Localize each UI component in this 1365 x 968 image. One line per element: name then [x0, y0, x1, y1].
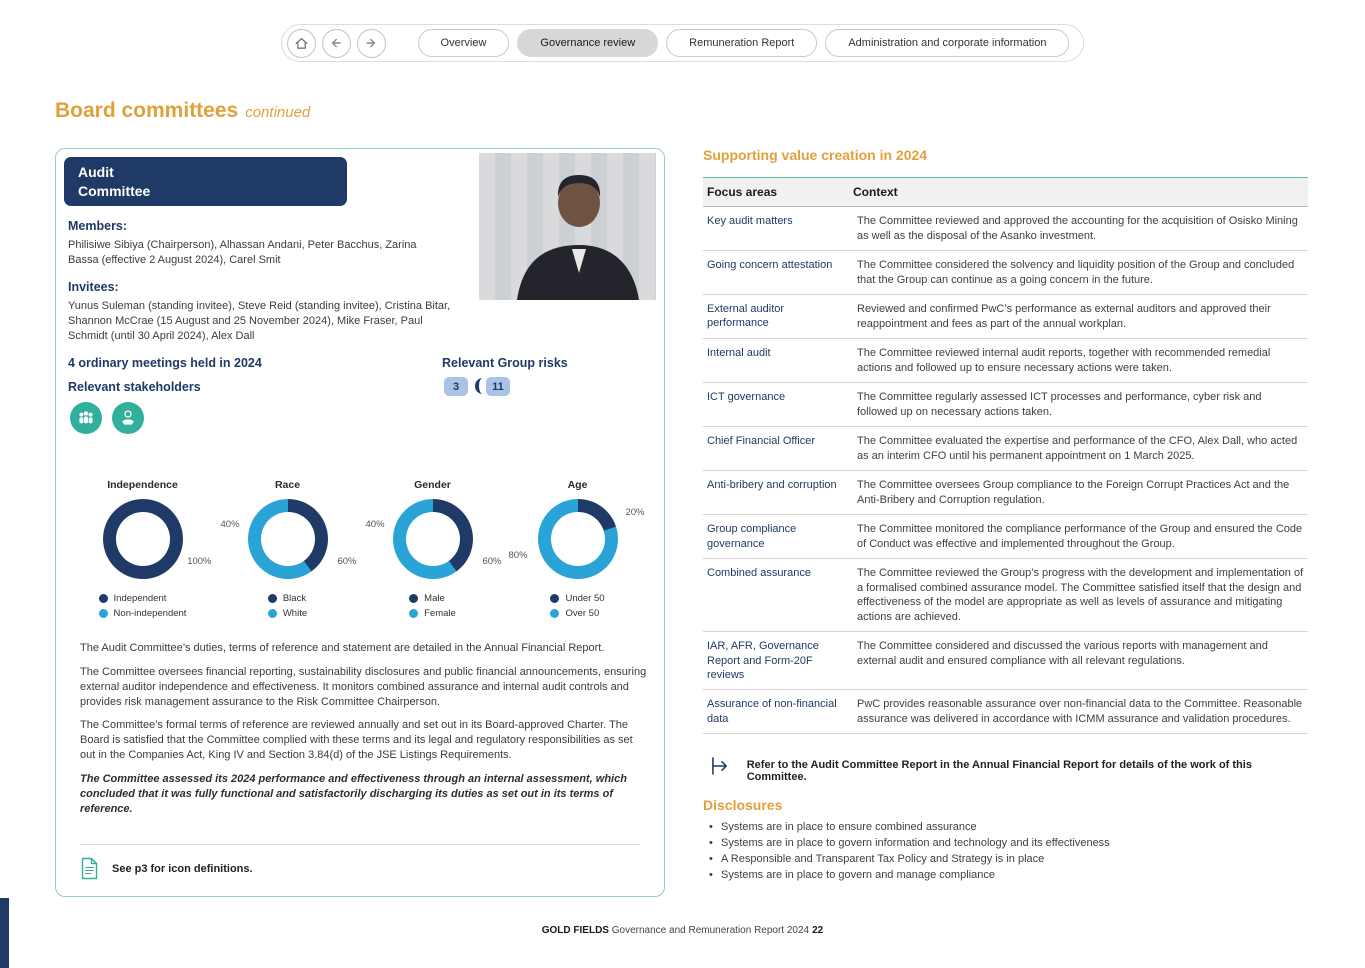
legend-dot	[550, 609, 559, 618]
table-row	[703, 515, 1308, 559]
donut-ring	[538, 499, 618, 579]
home-icon	[294, 36, 309, 51]
legend-label: White	[282, 608, 308, 619]
focus-area: Group compliance governance	[707, 523, 797, 550]
legend-dot	[99, 609, 108, 618]
committee-chairperson-photo	[479, 153, 656, 300]
value-label: 60%	[482, 556, 502, 567]
focus-area: External auditor performance	[707, 303, 785, 330]
members-list: Philisiwe Sibiya (Chairperson), Alhassan Andani, Peter Bacchus, Zarina Bassa (effective 2 August 2024), Carel Smit	[68, 239, 417, 267]
chart-title: Race	[274, 479, 301, 491]
table-row	[703, 207, 1308, 251]
committee-assessment-note: The Committee assessed its 2024 performance and effectiveness through an internal assessment, which concluded that it was fully functional and satisfactorily discharging its duties as set out in its terms of reference.	[80, 772, 627, 815]
context-text: The Committee reviewed and approved the accounting for the acquisition of Osisko Mining as well as the disposal of the Asanko investment.	[857, 215, 1298, 242]
age-donut-chart	[507, 479, 648, 623]
committee-name-line2: Committee	[78, 182, 151, 199]
refer-note	[703, 754, 1308, 783]
donut-ring	[248, 499, 328, 579]
legend-label: Male	[424, 593, 445, 604]
community-stakeholders-icon	[70, 402, 102, 434]
legend-label: Female	[424, 608, 456, 619]
legend-dot	[550, 594, 559, 603]
table-row	[703, 251, 1308, 295]
donut-ring	[393, 499, 473, 579]
chart-title: Gender	[414, 479, 451, 491]
focus-area: Key audit matters	[707, 215, 793, 227]
risk-badges	[444, 377, 510, 396]
committee-description	[80, 641, 648, 825]
chart-legend	[99, 593, 187, 619]
committee-paragraph: The Audit Committee’s duties, terms of reference and statement are detailed in the Annual Financial Report.	[80, 642, 605, 654]
independence-donut-chart	[72, 479, 213, 623]
footnote-text: See p3 for icon definitions.	[112, 862, 253, 875]
page-title	[55, 99, 310, 123]
audit-committee-card	[55, 148, 665, 897]
disclosure-item: • A Responsible and Transparent Tax Policy and Strategy is in place	[709, 852, 1308, 868]
focus-area: Combined assurance	[707, 567, 811, 580]
table-row	[703, 427, 1308, 471]
supporting-value-section	[703, 147, 1308, 884]
focus-area: Anti-bribery and corruption	[707, 479, 837, 492]
disclosures-heading: Disclosures	[703, 797, 783, 814]
disclosures-list	[709, 820, 1308, 884]
legend-label: Non-independent	[113, 608, 187, 619]
legend-dot	[268, 594, 277, 603]
legend-dot	[268, 609, 277, 618]
legend-label: Over 50	[565, 608, 600, 619]
chart-legend	[268, 593, 307, 619]
value-label: 100%	[187, 556, 212, 567]
members-label: Members:	[68, 219, 128, 233]
focus-area: IAR, AFR, Governance Report and Form-20F reviews	[707, 640, 819, 681]
focus-area: Assurance of non-financial data	[707, 698, 837, 725]
forward-arrow-icon	[364, 36, 378, 50]
card-divider	[80, 844, 640, 845]
value-label: 60%	[337, 556, 357, 567]
committee-paragraph: The Committee’s formal terms of reference are reviewed annually and set out in its Board-approved Charter. The Board is satisfied that the Committee complied with these terms and its legal and regulatory responsibilities as set out in the Companies Act, King IV and Section 3.84(d) of the JSE Listings Requirements.	[80, 719, 633, 762]
diversity-charts	[72, 479, 648, 623]
relevant-group-risks-label: Relevant Group risks	[442, 356, 568, 370]
back-arrow-icon	[329, 36, 343, 50]
table-header	[703, 178, 1308, 207]
meetings-held: 4 ordinary meetings held in 2024	[68, 356, 262, 370]
column-header-context: Context	[853, 185, 898, 199]
top-navigation	[281, 24, 1085, 62]
stakeholder-icons	[70, 402, 144, 434]
icon-definitions-footnote	[80, 857, 253, 880]
donut-ring	[103, 499, 183, 579]
invitees-label: Invitees:	[68, 280, 119, 294]
context-text: Reviewed and confirmed PwC’s performance as external auditors and approved their reappointment and fees as part of the annual workplan.	[857, 303, 1271, 330]
invitees-list: Yunus Suleman (standing invitee), Steve Reid (standing invitee), Cristina Bitar, Shannon McCrae (15 August and 25 November 2024), Mike Fraser, Paul Schmidt (until 30 April 2024), Alex Dall	[68, 300, 451, 343]
context-text: The Committee reviewed the Group’s progress with the development and implementation of a formalised combined assurance model. The Committee satisfied itself that the design and effectiveness of the model are appropriate as well as levels of assurance and mitigating actions are achieved.	[857, 567, 1304, 623]
focus-area: Chief Financial Officer	[707, 435, 816, 448]
footer-brand: GOLD FIELDS	[541, 925, 609, 936]
table-row	[703, 559, 1308, 632]
context-text: The Committee monitored the compliance performance of the Group and ensured the Code of Conduct was effective and implemented throughout the Group.	[857, 523, 1303, 550]
value-label: 20%	[625, 507, 645, 518]
legend-label: Under 50	[565, 593, 605, 604]
table-row	[703, 295, 1308, 339]
value-label: 40%	[365, 519, 385, 530]
supporting-value-heading: Supporting value creation in 2024	[703, 147, 928, 163]
value-label: 80%	[508, 550, 528, 561]
legend-dot	[409, 609, 418, 618]
legend-label: Black	[282, 593, 307, 604]
home-button[interactable]	[287, 29, 316, 58]
table-row	[703, 632, 1308, 690]
disclosure-item: • Systems are in place to ensure combined assurance	[709, 820, 1308, 836]
footer-page-number: 22	[812, 925, 824, 936]
context-text: The Committee regularly assessed ICT processes and performance, cyber risk and followed up on necessary actions taken.	[857, 391, 1262, 418]
chart-legend	[550, 593, 604, 619]
document-icon	[80, 857, 99, 880]
risk-badge-11: 11	[486, 377, 510, 396]
table-row	[703, 339, 1308, 383]
tab-remuneration-report[interactable]: Remuneration Report	[666, 29, 817, 57]
context-text: The Committee reviewed internal audit reports, together with recommended remedial actions and followed up to ensure necessary actions were taken.	[857, 347, 1271, 374]
legend-label: Independent	[113, 593, 167, 604]
focus-areas-table	[703, 177, 1308, 734]
column-header-focus-areas: Focus areas	[707, 185, 778, 199]
race-donut-chart	[217, 479, 358, 623]
chart-title: Independence	[107, 479, 178, 491]
investors-hand-coin-icon	[112, 402, 144, 434]
focus-area: Internal audit	[707, 347, 771, 360]
tab-overview[interactable]: Overview	[418, 29, 510, 57]
disclosure-item: • Systems are in place to govern and manage compliance	[709, 868, 1308, 884]
tab-governance-review[interactable]: Governance review	[517, 29, 658, 57]
portrait-silhouette	[479, 153, 656, 300]
table-row	[703, 383, 1308, 427]
tab-administration-corporate-information[interactable]: Administration and corporate information	[825, 29, 1069, 57]
page-edge-accent	[0, 898, 9, 968]
focus-area: ICT governance	[707, 391, 786, 404]
value-label: 40%	[220, 519, 240, 530]
committee-paragraph: The Committee oversees financial reporting, sustainability disclosures and public financial announcements, ensuring external auditor independence and effectiveness. It monitors combined assurance and internal audit controls and provides risk management assurance to the Risk Committee Chairperson.	[80, 665, 647, 708]
gender-donut-chart	[362, 479, 503, 623]
committee-name-line1: Audit	[78, 163, 114, 180]
page-footer	[0, 925, 1365, 936]
context-text: The Committee considered and discussed the various reports with management and external audit and ensured compliance with all relevant regulations.	[857, 640, 1268, 667]
disclosure-item: • Systems are in place to govern information and technology and its effectiveness	[709, 836, 1308, 852]
focus-area: Going concern attestation	[707, 259, 833, 272]
context-text: The Committee evaluated the expertise and performance of the CFO, Alex Dall, who acted as an interim CFO until his permanent appointment on 1 March 2025.	[857, 435, 1298, 462]
page-title-main: Board committees	[55, 99, 239, 122]
refer-text: Refer to the Audit Committee Report in the Annual Financial Report for details of the work of this Committee.	[746, 759, 1252, 784]
forward-button[interactable]	[357, 29, 386, 58]
chart-title: Age	[567, 479, 588, 491]
context-text: The Committee considered the solvency and liquidity position of the Group and concluded that the Group can continue as a going concern in the future.	[857, 259, 1295, 286]
risk-badge-3: 3	[444, 377, 468, 396]
table-row	[703, 471, 1308, 515]
page-title-suffix: continued	[245, 104, 311, 121]
chart-legend	[409, 593, 456, 619]
section-tabs	[418, 29, 1070, 57]
relevant-stakeholders-label: Relevant stakeholders	[68, 380, 201, 394]
context-text: The Committee oversees Group compliance to the Foreign Corrupt Practices Act and the Anti-Bribery and Corruption regulation.	[857, 479, 1290, 506]
table-row	[703, 690, 1308, 734]
committee-name-banner	[64, 157, 347, 206]
legend-dot	[99, 594, 108, 603]
legend-dot	[409, 594, 418, 603]
context-text: PwC provides reasonable assurance over non-financial data to the Committee. Reasonable assurance was delivered in accordance with ICMM assurance and validation procedures.	[857, 698, 1303, 725]
footer-text: Governance and Remuneration Report 2024	[608, 925, 810, 936]
cross-reference-arrow-icon	[709, 754, 731, 778]
back-button[interactable]	[322, 29, 351, 58]
